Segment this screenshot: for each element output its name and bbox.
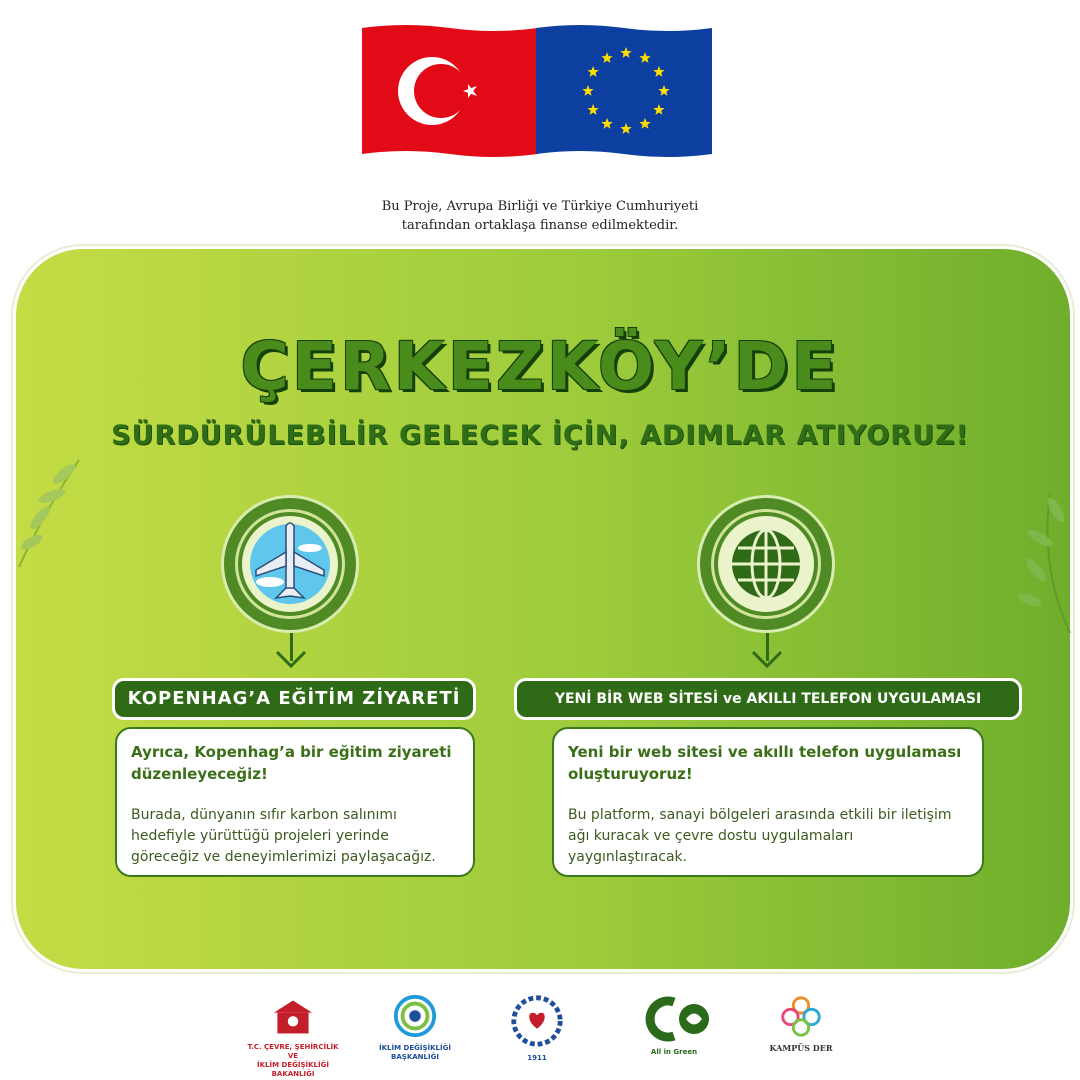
- card-lead: Ayrıca, Kopenhag’a bir eğitim ziyareti düzenleyeceğiz!: [131, 743, 452, 783]
- globe-icon: [714, 512, 818, 616]
- headline: ÇERKEZKÖY’DE: [240, 328, 840, 405]
- funding-line-2: tarafından ortaklaşa finanse edilmektedir.: [401, 218, 679, 233]
- cerkezkoy-municipality-logo: [497, 992, 577, 1063]
- card-title-copenhagen: KOPENHAG’A EĞİTİM ZİYARETİ: [112, 678, 476, 720]
- all-in-green-caption: All in Green: [650, 1048, 698, 1056]
- eu-flag-icon: [536, 22, 712, 160]
- airplane-medallion-inner: [238, 512, 342, 616]
- airplane-icon: [238, 512, 342, 616]
- card-body: Bu platform, sanayi bölgeleri arasında etkili bir iletişim ağı kuracak ve çevre dostu uygulamaları yaygınlaştıracak.: [568, 807, 952, 865]
- kampus-der-logo: [764, 992, 838, 1053]
- card-copenhagen: [115, 727, 475, 877]
- all-in-green-icon: [634, 994, 714, 1044]
- leaf-branch-right-icon: [1000, 488, 1076, 638]
- globe-medallion-inner: [714, 512, 818, 616]
- card-lead: Yeni bir web sitesi ve akıllı telefon uygulaması oluşturuyoruz!: [568, 743, 962, 783]
- right-arrow-down-icon: [750, 648, 784, 670]
- ministry-logo: [243, 995, 343, 1079]
- card-website-app: [552, 727, 984, 877]
- flags: [362, 22, 712, 160]
- all-in-green-logo: [628, 994, 720, 1057]
- ministry-emblem-icon: [267, 995, 319, 1039]
- municipality-year: 1911: [527, 1054, 547, 1062]
- climate-presidency-logo: [370, 992, 460, 1062]
- funding-statement: [290, 197, 790, 235]
- climate-caption-2: BAŞKANLIĞI: [391, 1053, 439, 1061]
- climate-caption-1: İKLİM DEĞİŞİKLİĞİ: [379, 1044, 451, 1052]
- leaf-branch-left-icon: [14, 452, 84, 572]
- municipality-gear-icon: [508, 992, 566, 1050]
- subheadline: SÜRDÜRÜLEBİLİR GELECEK İÇİN, ADIMLAR ATIYORUZ!: [111, 420, 969, 451]
- globe-medallion: [697, 495, 835, 633]
- funding-line-1: Bu Proje, Avrupa Birliği ve Türkiye Cumhuriyeti: [381, 199, 699, 214]
- kampus-der-caption: KAMPÜS DER: [769, 1043, 833, 1053]
- ministry-caption-2: İKLİM DEĞİŞİKLİĞİ BAKANLIĞI: [257, 1061, 329, 1078]
- card-title-website-app: YENİ BİR WEB SİTESİ ve AKILLI TELEFON UYGULAMASI: [514, 678, 1022, 720]
- kampus-der-flower-icon: [777, 992, 825, 1040]
- ministry-caption-1: T.C. ÇEVRE, ŞEHİRCİLİK VE: [247, 1043, 339, 1060]
- turkey-flag-icon: [362, 22, 538, 160]
- climate-swirl-icon: [391, 992, 439, 1040]
- card-body: Burada, dünyanın sıfır karbon salınımı hedefiyle yürüttüğü projeleri yerinde göreceğiz ve deneyimlerimizi paylaşacağız.: [131, 807, 436, 865]
- airplane-medallion: [221, 495, 359, 633]
- left-arrow-down-icon: [274, 648, 308, 670]
